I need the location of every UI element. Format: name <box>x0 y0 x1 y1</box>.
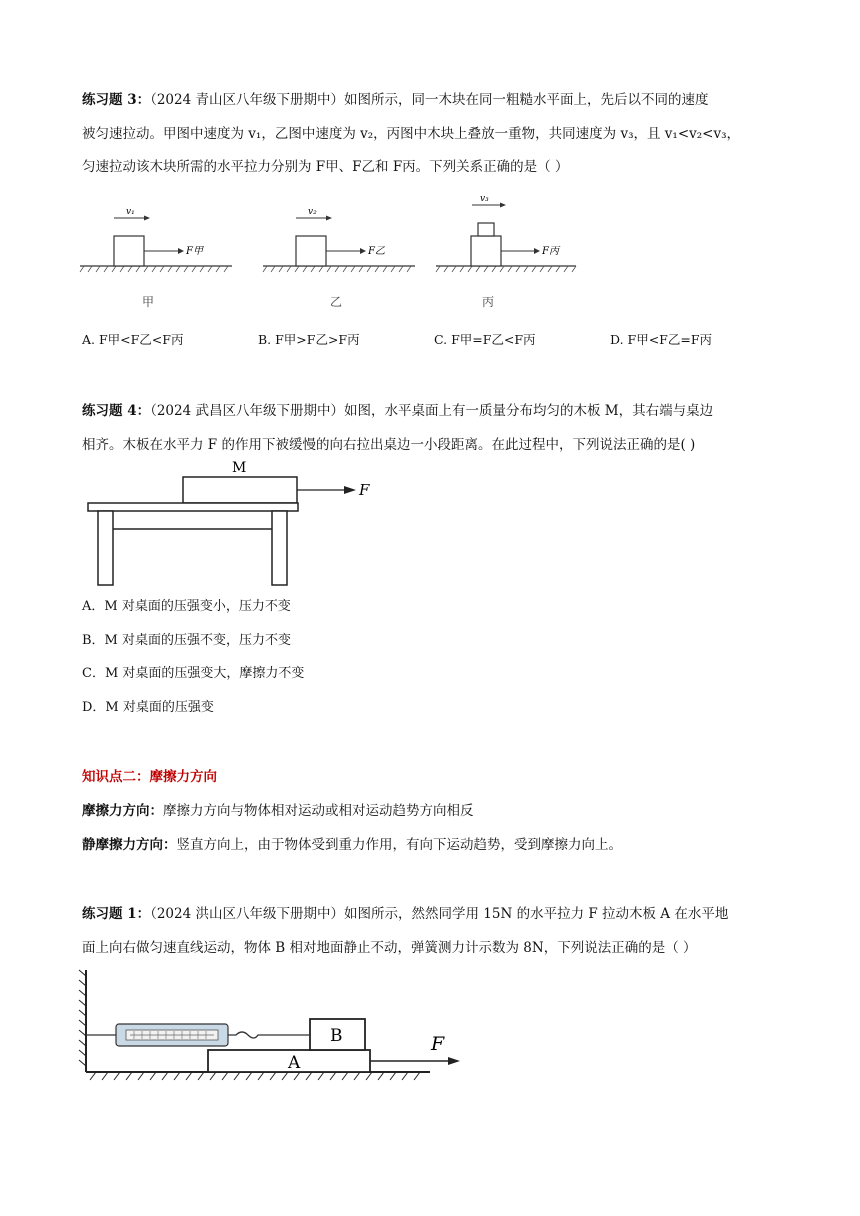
q1-figure <box>78 968 478 1088</box>
q3-f2-label: F乙 <box>368 246 385 257</box>
q4-option-c[interactable]: C．M 对桌面的压强变大，摩擦力不变 <box>82 666 305 681</box>
q1-label: 练习题 1： <box>82 906 151 922</box>
q1-line-1 <box>82 902 728 922</box>
kp2-static-label: 静摩擦力方向： <box>82 837 177 853</box>
q4-line-1 <box>82 399 713 419</box>
q3-diagram-yi <box>263 207 415 309</box>
q4-option-b[interactable]: B．M 对桌面的压强不变，压力不变 <box>82 633 291 648</box>
q3-label: 练习题 3： <box>82 92 151 108</box>
kp2-friction-text: 摩擦力方向与物体相对运动或相对运动趋势方向相反 <box>163 803 474 819</box>
q4-text-1: （2024 武昌区八年级下册期中）如图，水平桌面上有一质量分布均匀的木板 M，其右端与桌边 <box>150 403 714 419</box>
q4-label: 练习题 4： <box>82 403 151 419</box>
q3-f1-label: F甲 <box>186 246 203 257</box>
q1-line-2: 面上向右做匀速直线运动，物体 B 相对地面静止不动，弹簧测力计示数为 8N，下列说法正确的是（ ） <box>82 940 697 956</box>
q1-b-label: B <box>330 1026 343 1046</box>
q4-f-label: F <box>359 481 370 499</box>
q3-line-3: 匀速拉动该木块所需的水平拉力分别为 F甲、F乙和 F丙。下列关系正确的是（ ） <box>82 159 569 175</box>
q3-line-1 <box>82 88 709 108</box>
q3-line-2: 被匀速拉动。甲图中速度为 v₁，乙图中速度为 v₂，丙图中木块上叠放一重物，共同速度为 v₃，且 v₁<v₂<v₃， <box>82 126 741 142</box>
q3-caption-yi: 乙 <box>330 295 343 309</box>
q4-figure <box>86 455 386 590</box>
q3-caption-bing: 丙 <box>482 295 495 309</box>
q3-caption-jia: 甲 <box>142 295 155 309</box>
q1-a-label: A <box>288 1053 301 1073</box>
kp2-friction-line <box>82 799 474 819</box>
q3-option-a[interactable]: A. F甲<F乙<F丙 <box>82 332 184 347</box>
kp2-friction-label: 摩擦力方向： <box>82 803 163 819</box>
kp2-static-line <box>82 833 622 853</box>
q3-v2-label: v₂ <box>308 207 317 217</box>
q3-option-c[interactable]: C. F甲=F乙<F丙 <box>434 332 536 347</box>
q3-diagram-jia <box>80 207 232 309</box>
q3-diagram-bing <box>436 194 576 309</box>
q4-option-a[interactable]: A．M 对桌面的压强变小，压力不变 <box>82 599 291 614</box>
q3-v1-label: v₁ <box>126 207 135 217</box>
q4-line-2: 相齐。木板在水平力 F 的作用下被缓慢的向右拉出桌边一小段距离。在此过程中，下列说法正确的是( ) <box>82 437 696 453</box>
q4-m-label: M <box>232 460 247 476</box>
q3-v3-label: v₃ <box>480 194 489 204</box>
kp2-title: 知识点二：摩擦力方向 <box>82 769 217 785</box>
q4-option-d[interactable]: D．M 对桌面的压强变 <box>82 700 214 715</box>
q3-f3-label: F丙 <box>542 246 559 257</box>
q1-f-label: F <box>431 1033 445 1055</box>
kp2-static-text: 竖直方向上，由于物体受到重力作用，有向下运动趋势，受到摩擦力向上。 <box>176 837 622 853</box>
q3-option-d[interactable]: D. F甲<F乙=F丙 <box>610 332 712 347</box>
q1-text-1: （2024 洪山区八年级下册期中）如图所示，然然同学用 15N 的水平拉力 F 拉动木板 A 在水平地 <box>150 906 729 922</box>
q3-figure <box>80 190 580 320</box>
q3-text-1: （2024 青山区八年级下册期中）如图所示，同一木块在同一粗糙水平面上，先后以不同的速度 <box>150 92 709 108</box>
q3-option-b[interactable]: B. F甲>F乙>F丙 <box>258 332 360 347</box>
